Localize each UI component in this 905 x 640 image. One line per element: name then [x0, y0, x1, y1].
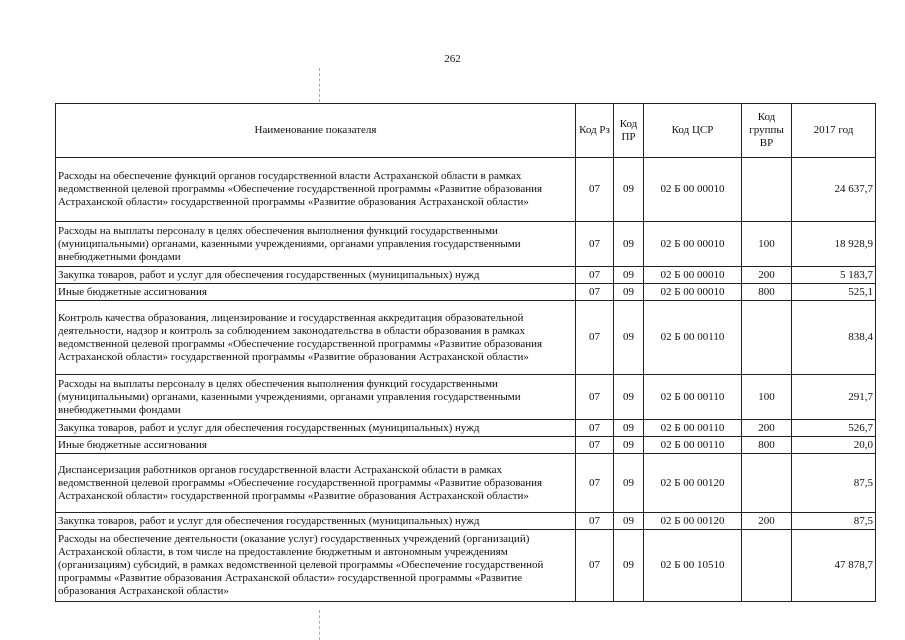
row-name: Расходы на обеспечение функций органов государственной власти Астраханской области в рамках ведомственной целевой программы «Обеспечение государственной программы «Развитие образования Астраханской области» государственной программы «Развитие образования Астраханской области» [56, 158, 576, 222]
row-name: Расходы на выплаты персоналу в целях обеспечения выполнения функций государственными (муниципальными) органами, казенными учреждениями, органами управления государственными внебюджетными фондами [56, 375, 576, 420]
header-rz: Код Рз [576, 104, 614, 158]
table-body [56, 158, 876, 602]
row-csr: 02 Б 00 00120 [644, 513, 742, 530]
row-value: 24 637,7 [792, 158, 876, 222]
row-name: Расходы на выплаты персоналу в целях обеспечения выполнения функций государственными (муниципальными) органами, казенными учреждениями, органами управления государственными внебюджетными фондами [56, 222, 576, 267]
table-header-row [56, 104, 876, 158]
table-row [56, 420, 876, 437]
row-vr [742, 301, 792, 375]
header-pr: Код ПР [614, 104, 644, 158]
header-vr: Код группы ВР [742, 104, 792, 158]
row-rz: 07 [576, 301, 614, 375]
row-csr: 02 Б 00 00010 [644, 158, 742, 222]
row-value: 526,7 [792, 420, 876, 437]
row-pr: 09 [614, 420, 644, 437]
fold-line-top [319, 68, 320, 102]
table-row [56, 284, 876, 301]
row-name: Закупка товаров, работ и услуг для обеспечения государственных (муниципальных) нужд [56, 420, 576, 437]
table-row [56, 222, 876, 267]
row-csr: 02 Б 00 00010 [644, 222, 742, 267]
row-vr: 200 [742, 420, 792, 437]
row-name: Закупка товаров, работ и услуг для обеспечения государственных (муниципальных) нужд [56, 513, 576, 530]
table-row [56, 301, 876, 375]
row-rz: 07 [576, 513, 614, 530]
table-row [56, 530, 876, 602]
row-rz: 07 [576, 375, 614, 420]
row-rz: 07 [576, 530, 614, 602]
row-pr: 09 [614, 513, 644, 530]
row-pr: 09 [614, 454, 644, 513]
table-row [56, 375, 876, 420]
row-value: 838,4 [792, 301, 876, 375]
row-csr: 02 Б 00 00120 [644, 454, 742, 513]
row-name: Расходы на обеспечение деятельности (оказание услуг) государственных учреждений (организаций) Астраханской области, в том числе на предоставление бюджетным и автономным учреждениям (организациям) субсидий, в рамках ведомственной целевой программы «Обеспечение государственной программы «Развитие образования Астраханской области» государственной программы «Развитие образования Астраханской области» [56, 530, 576, 602]
row-rz: 07 [576, 454, 614, 513]
table-row [56, 267, 876, 284]
row-name: Иные бюджетные ассигнования [56, 284, 576, 301]
table-row [56, 454, 876, 513]
table-row [56, 437, 876, 454]
header-year: 2017 год [792, 104, 876, 158]
page-number: 262 [444, 53, 461, 65]
row-vr: 200 [742, 513, 792, 530]
row-value: 47 878,7 [792, 530, 876, 602]
fold-line-bottom [319, 610, 320, 640]
row-vr: 800 [742, 437, 792, 454]
row-vr [742, 530, 792, 602]
row-pr: 09 [614, 301, 644, 375]
row-rz: 07 [576, 222, 614, 267]
row-name: Контроль качества образования, лицензирование и государственная аккредитация образовательной деятельности, надзор и контроль за соблюдением законодательства в области образования в рамках ведомственной целевой программы «Обеспечение государственной программы «Развитие образования Астраханской области» государственной программы «Развитие образования Астраханской области» [56, 301, 576, 375]
row-vr: 100 [742, 222, 792, 267]
header-csr: Код ЦСР [644, 104, 742, 158]
row-csr: 02 Б 00 00110 [644, 437, 742, 454]
header-name: Наименование показателя [56, 104, 576, 158]
row-rz: 07 [576, 158, 614, 222]
row-value: 18 928,9 [792, 222, 876, 267]
row-pr: 09 [614, 267, 644, 284]
table-row [56, 513, 876, 530]
row-csr: 02 Б 00 00110 [644, 301, 742, 375]
row-csr: 02 Б 00 00010 [644, 267, 742, 284]
table-row [56, 158, 876, 222]
row-pr: 09 [614, 158, 644, 222]
row-pr: 09 [614, 222, 644, 267]
row-name: Иные бюджетные ассигнования [56, 437, 576, 454]
row-pr: 09 [614, 530, 644, 602]
row-value: 525,1 [792, 284, 876, 301]
row-pr: 09 [614, 375, 644, 420]
row-name: Закупка товаров, работ и услуг для обеспечения государственных (муниципальных) нужд [56, 267, 576, 284]
row-value: 20,0 [792, 437, 876, 454]
row-rz: 07 [576, 267, 614, 284]
row-pr: 09 [614, 437, 644, 454]
row-vr: 200 [742, 267, 792, 284]
row-vr [742, 454, 792, 513]
row-name: Диспансеризация работников органов государственной власти Астраханской области в рамках ведомственной целевой программы «Обеспечение государственной программы «Развитие образования Астраханской области» государственной программы «Развитие образования Астраханской области» [56, 454, 576, 513]
row-rz: 07 [576, 284, 614, 301]
row-vr [742, 158, 792, 222]
row-csr: 02 Б 00 00110 [644, 375, 742, 420]
row-vr: 100 [742, 375, 792, 420]
row-value: 87,5 [792, 513, 876, 530]
row-rz: 07 [576, 437, 614, 454]
row-csr: 02 Б 00 10510 [644, 530, 742, 602]
row-csr: 02 Б 00 00110 [644, 420, 742, 437]
row-rz: 07 [576, 420, 614, 437]
row-value: 87,5 [792, 454, 876, 513]
row-value: 5 183,7 [792, 267, 876, 284]
row-csr: 02 Б 00 00010 [644, 284, 742, 301]
row-vr: 800 [742, 284, 792, 301]
row-value: 291,7 [792, 375, 876, 420]
budget-table [55, 103, 876, 602]
row-pr: 09 [614, 284, 644, 301]
